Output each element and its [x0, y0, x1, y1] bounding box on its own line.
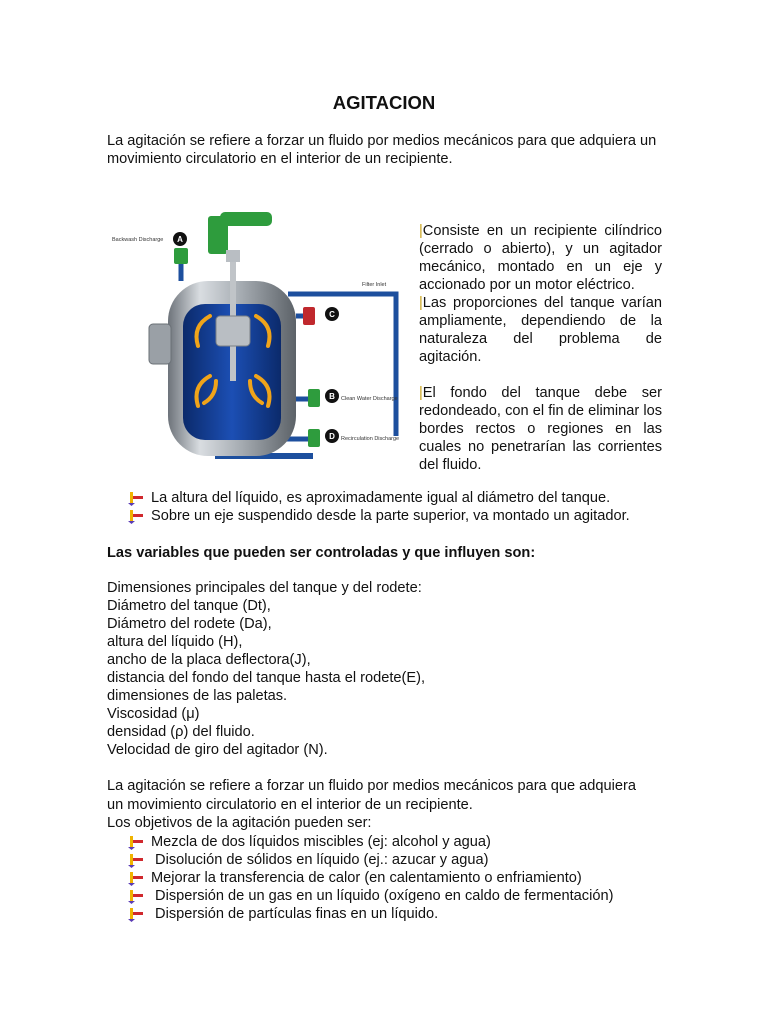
- variable-line: altura del líquido (H),: [107, 634, 243, 650]
- paragraph-mark: |: [419, 295, 423, 311]
- list-item: Dispersión de un gas en un líquido (oxígeno en caldo de fermentación): [128, 887, 613, 905]
- paragraph-mark: |: [419, 385, 423, 401]
- intro-paragraph: La agitación se refiere a forzar un fluido por medios mecánicos para que adquiera un movimiento circulatorio en el interior de un recipiente.: [107, 133, 657, 167]
- variable-line: ancho de la placa deflectora(J),: [107, 652, 311, 668]
- side-paragraph: |Consiste en un recipiente cilíndrico (cerrado o abierto), y un agitador mecánico, montado en un eje y accionado por un motor eléctrico.: [419, 223, 662, 293]
- variable-line: Diámetro del rodete (Da),: [107, 616, 272, 632]
- list-item: La altura del líquido, es aproximadamente igual al diámetro del tanque.: [128, 489, 630, 507]
- variable-line: Velocidad de giro del agitador (N).: [107, 742, 328, 758]
- paragraph-line: La agitación se refiere a forzar un fluido por medios mecánicos para que adquiera: [107, 778, 636, 794]
- arrow-bullet-icon: [128, 869, 145, 886]
- objectives-intro: Los objetivos de la agitación pueden ser:: [107, 815, 372, 831]
- variable-line: Dimensiones principales del tanque y del rodete:: [107, 580, 422, 596]
- list-item: Dispersión de partículas finas en un líquido.: [128, 905, 613, 923]
- side-paragraph: |Las proporciones del tanque varían ampliamente, dependiendo de la naturaleza del problema de agitación.: [419, 295, 662, 365]
- agitator-tank-illustration: [108, 206, 413, 472]
- variables-list: [107, 579, 425, 759]
- backwash-discharge-label: Backwash Discharge: [112, 237, 164, 243]
- arrow-bullet-icon: [128, 905, 145, 922]
- arrow-bullet-icon: [128, 833, 145, 850]
- list-item: Disolución de sólidos en líquido (ej.: azucar y agua): [128, 851, 613, 869]
- arrow-bullet-icon: [128, 887, 145, 904]
- paragraph-mark: |: [419, 223, 423, 239]
- objectives-list: [128, 833, 613, 923]
- agitator-tank-figure: [108, 206, 413, 472]
- list-item: Mezcla de dos líquidos miscibles (ej: alcohol y agua): [128, 833, 613, 851]
- arrow-bullet-icon: [128, 507, 145, 524]
- paragraph-line: un movimiento circulatorio en el interior de un recipiente.: [107, 797, 473, 813]
- variable-line: Viscosidad (μ): [107, 706, 200, 722]
- variable-line: Diámetro del tanque (Dt),: [107, 598, 271, 614]
- list-item: Mejorar la transferencia de calor (en calentamiento o enfriamiento): [128, 869, 613, 887]
- page-title: AGITACION: [332, 92, 436, 113]
- clean-water-discharge-label: Clean Water Discharge: [341, 396, 398, 402]
- recirculation-discharge-label: Recirculation Discharge: [341, 436, 400, 442]
- valve-a-label: A: [177, 235, 183, 244]
- arrow-bullet-icon: [128, 851, 145, 868]
- filter-inlet-label: Filter Inlet: [362, 282, 387, 288]
- objectives-paragraph: [107, 777, 667, 832]
- valve-d-label: D: [329, 432, 335, 441]
- side-paragraph: |El fondo del tanque debe ser redondeado, con el fin de eliminar los bordes rectos o regiones en las cuales no penetrarían las corrientes del fluido.: [419, 385, 662, 473]
- list-item: Sobre un eje suspendido desde la parte superior, va montado un agitador.: [128, 507, 630, 525]
- variable-line: dimensiones de las paletas.: [107, 688, 288, 704]
- variable-line: distancia del fondo del tanque hasta el rodete(E),: [107, 670, 426, 686]
- tank-bullet-list: [128, 489, 630, 525]
- arrow-bullet-icon: [128, 489, 145, 506]
- valve-c-label: C: [329, 310, 335, 319]
- variables-heading: Las variables que pueden ser controladas y que influyen son:: [107, 545, 536, 561]
- variable-line: densidad (ρ) del fluido.: [107, 724, 255, 740]
- valve-b-label: B: [329, 392, 335, 401]
- tank-description: [419, 222, 662, 474]
